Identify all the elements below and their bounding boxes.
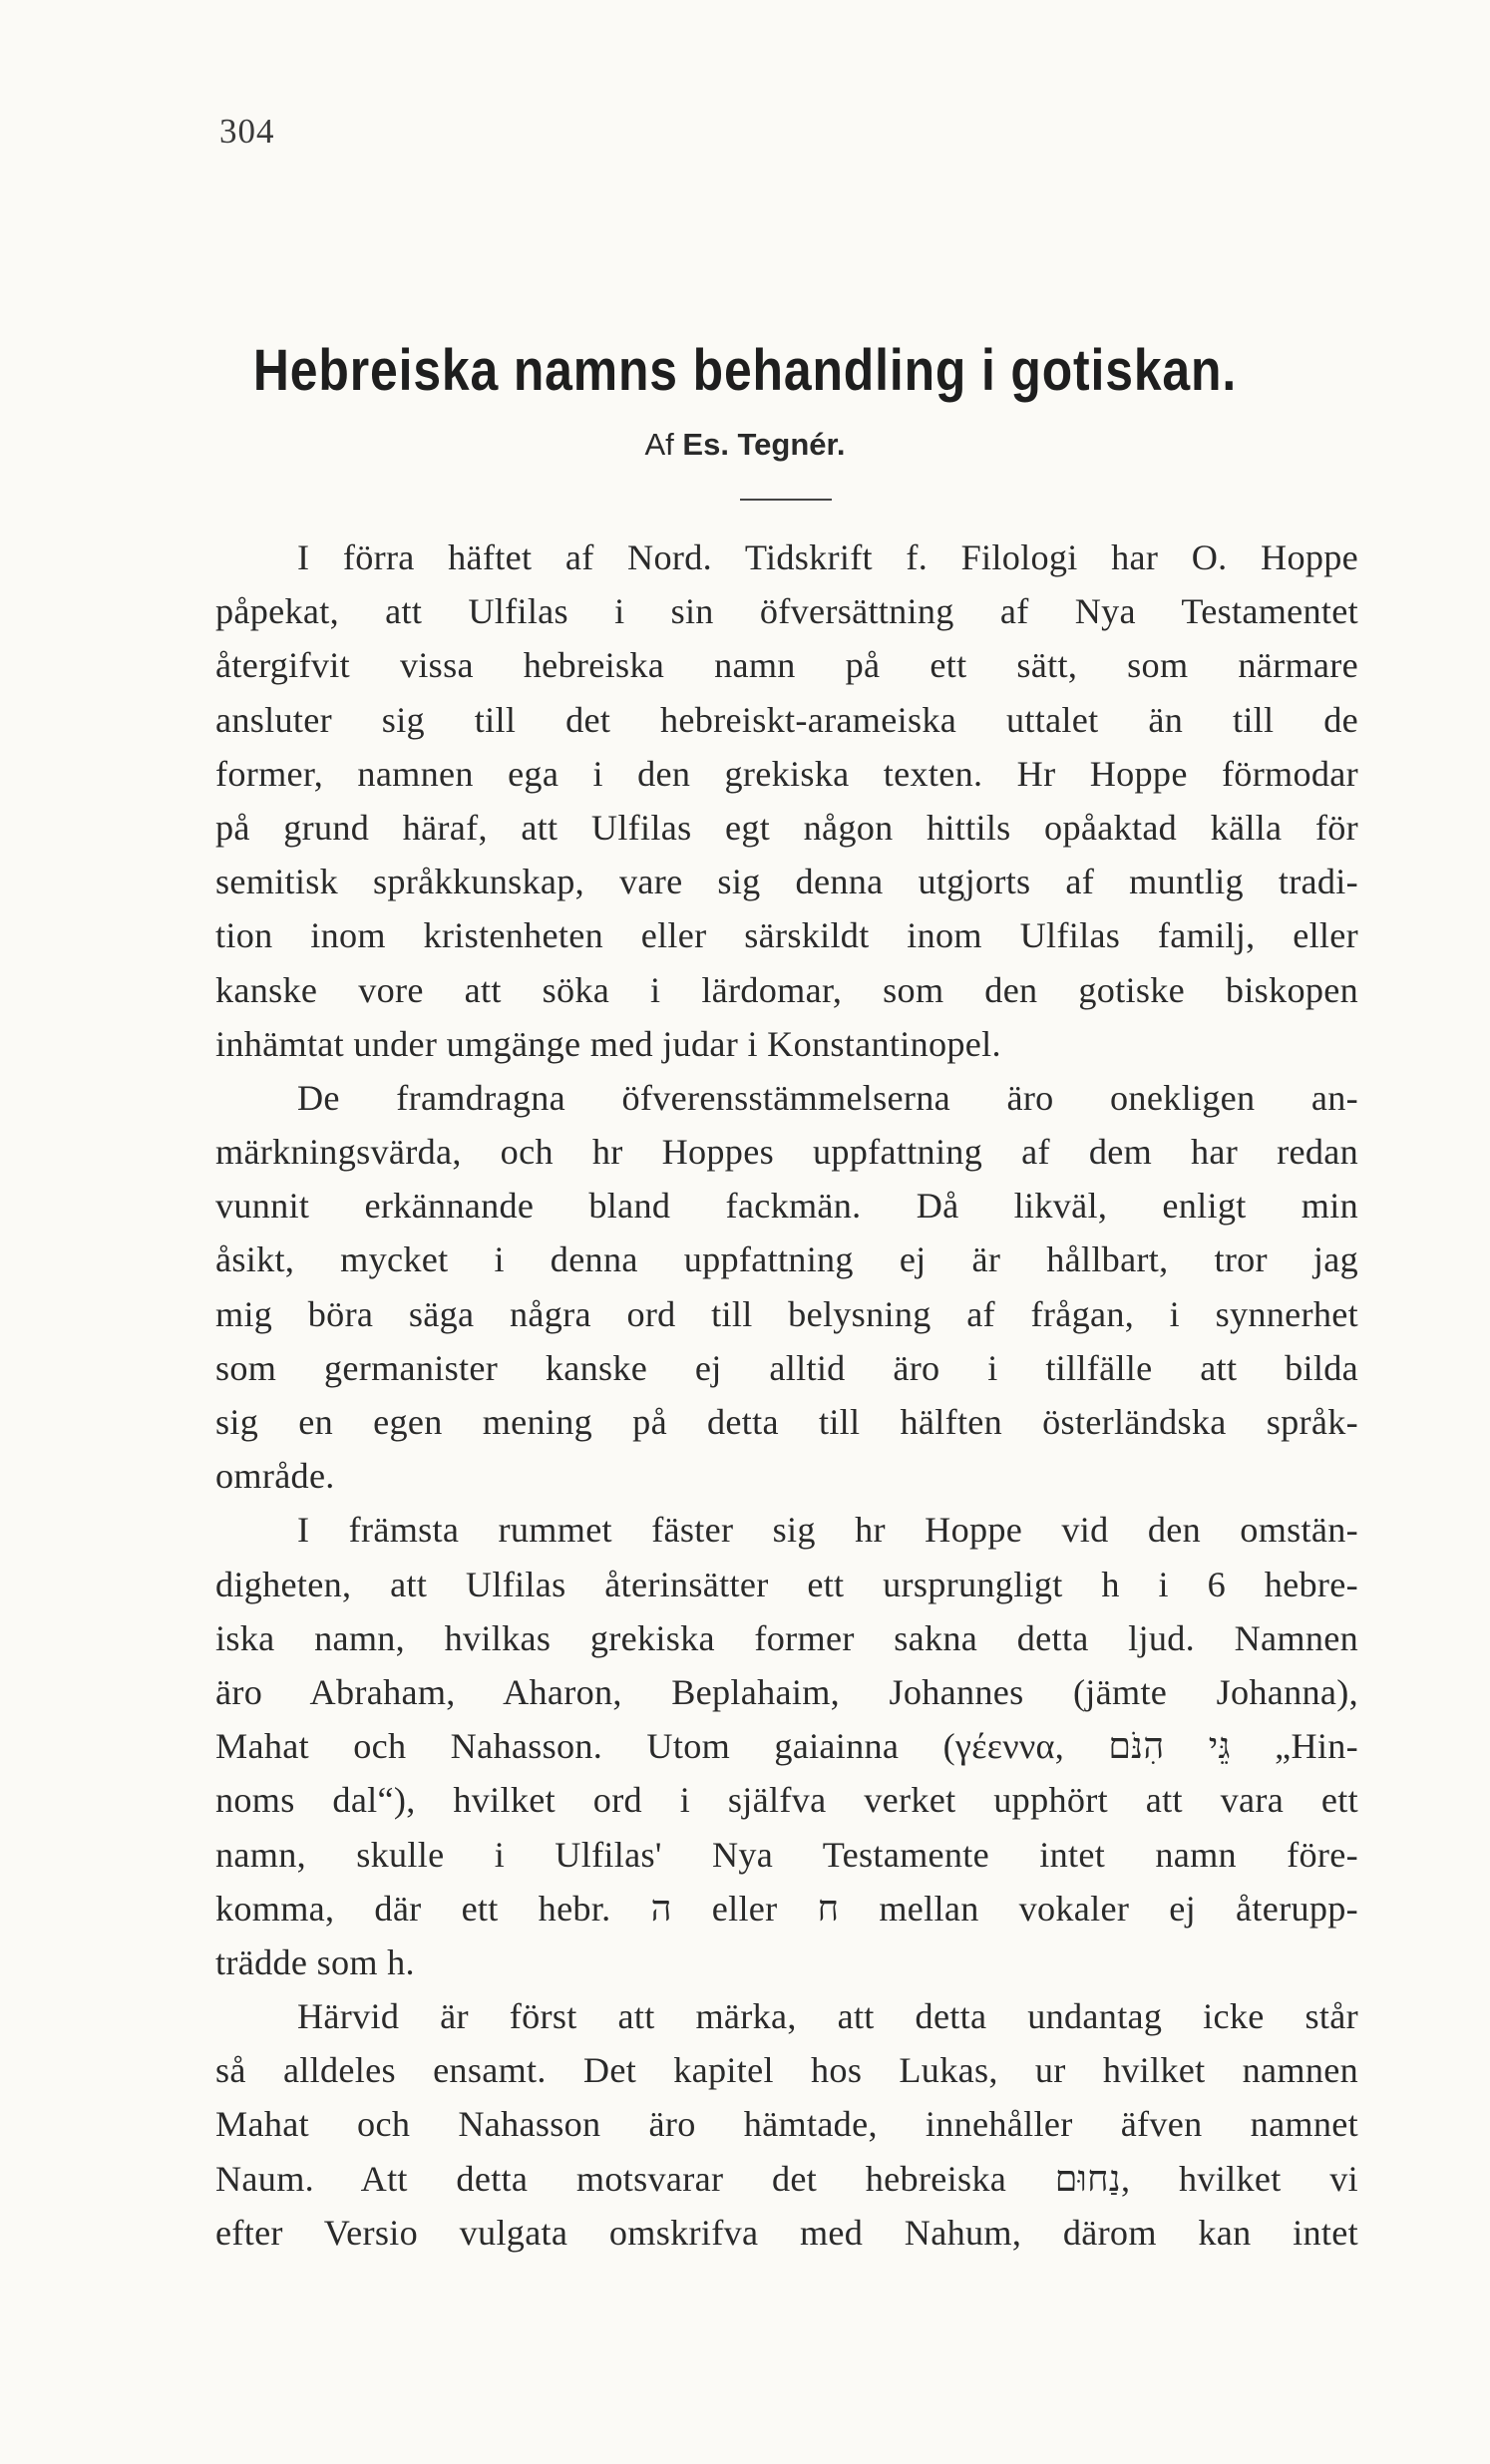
text-line: påpekat, att Ulfilas i sin öfversättning af Nya Testamentet xyxy=(215,591,1358,632)
text-line: vunnit erkännande bland fackmän. Då likväl, enligt min xyxy=(215,1186,1358,1227)
article-title: Hebreiska namns behandling i gotiskan. xyxy=(252,338,1238,403)
text-line: trädde som h. xyxy=(215,1941,415,1982)
page-number: 304 xyxy=(219,112,275,151)
text-line: namn, skulle i Ulfilas' Nya Testamente intet namn före- xyxy=(215,1834,1358,1875)
text-line: åsikt, mycket i denna uppfattning ej är hållbart, tror jag xyxy=(215,1239,1358,1280)
text-line: efter Versio vulgata omskrifva med Nahum, därom kan intet xyxy=(215,2212,1358,2253)
text-line: ansluter sig till det hebreiskt-arameiska uttalet än till de xyxy=(215,699,1358,740)
text-line: Mahat och Nahasson. Utom gaiainna (γέεννα, גֵּי הִנֹּם „Hin- xyxy=(215,1726,1358,1767)
text-line: komma, där ett hebr. ה eller ח mellan vokaler ej återupp- xyxy=(215,1888,1358,1929)
text-line: I förra häftet af Nord. Tidskrift f. Filologi har O. Hoppe xyxy=(297,537,1358,577)
text-line: Naum. Att detta motsvarar det hebreiska נַחוּם, hvilket vi xyxy=(215,2158,1358,2199)
text-line: De framdragna öfverensstämmelserna äro onekligen an- xyxy=(297,1077,1358,1118)
title-divider xyxy=(740,499,832,501)
text-line: Härvid är först att märka, att detta undantag icke står xyxy=(297,1996,1358,2037)
text-line: kanske vore att söka i lärdomar, som den gotiske biskopen xyxy=(215,969,1358,1010)
text-line: Mahat och Nahasson äro hämtade, innehåller äfven namnet xyxy=(215,2104,1358,2145)
text-line: mig böra säga några ord till belysning af frågan, i synnerhet xyxy=(215,1293,1358,1334)
text-line: som germanister kanske ej alltid äro i tillfälle att bilda xyxy=(215,1347,1358,1388)
text-line: återgifvit vissa hebreiska namn på ett sätt, som närmare xyxy=(215,645,1358,686)
text-line: märkningsvärda, och hr Hoppes uppfattning af dem har redan xyxy=(215,1132,1358,1173)
text-line: former, namnen ega i den grekiska texten. Hr Hoppe förmodar xyxy=(215,753,1358,794)
author-line xyxy=(0,427,1490,463)
text-line: semitisk språkkunskap, vare sig denna utgjorts af muntlig tradi- xyxy=(215,862,1358,902)
text-line: inhämtat under umgänge med judar i Konstantinopel. xyxy=(215,1023,1001,1064)
author-prefix: Af xyxy=(644,427,674,462)
text-line: på grund häraf, att Ulfilas egt någon hittils opåaktad källa för xyxy=(215,807,1358,848)
text-line: äro Abraham, Aharon, Beplahaim, Johannes (jämte Johanna), xyxy=(215,1671,1358,1712)
text-line: digheten, att Ulfilas återinsätter ett ursprungligt h i 6 hebre- xyxy=(215,1564,1358,1604)
text-line: sig en egen mening på detta till hälften österländska språk- xyxy=(215,1402,1358,1442)
text-line: så alldeles ensamt. Det kapitel hos Lukas, ur hvilket namnen xyxy=(215,2050,1358,2091)
text-line: tion inom kristenheten eller särskildt inom Ulfilas familj, eller xyxy=(215,915,1358,956)
text-line: I främsta rummet fäster sig hr Hoppe vid den omstän- xyxy=(297,1510,1358,1551)
text-line: noms dal“), hvilket ord i själfva verket upphört att vara ett xyxy=(215,1780,1358,1821)
author-name: Es. Tegnér. xyxy=(682,427,846,462)
text-line: område. xyxy=(215,1456,335,1497)
text-line: iska namn, hvilkas grekiska former sakna detta ljud. Namnen xyxy=(215,1617,1358,1658)
body-text xyxy=(215,530,1358,2260)
